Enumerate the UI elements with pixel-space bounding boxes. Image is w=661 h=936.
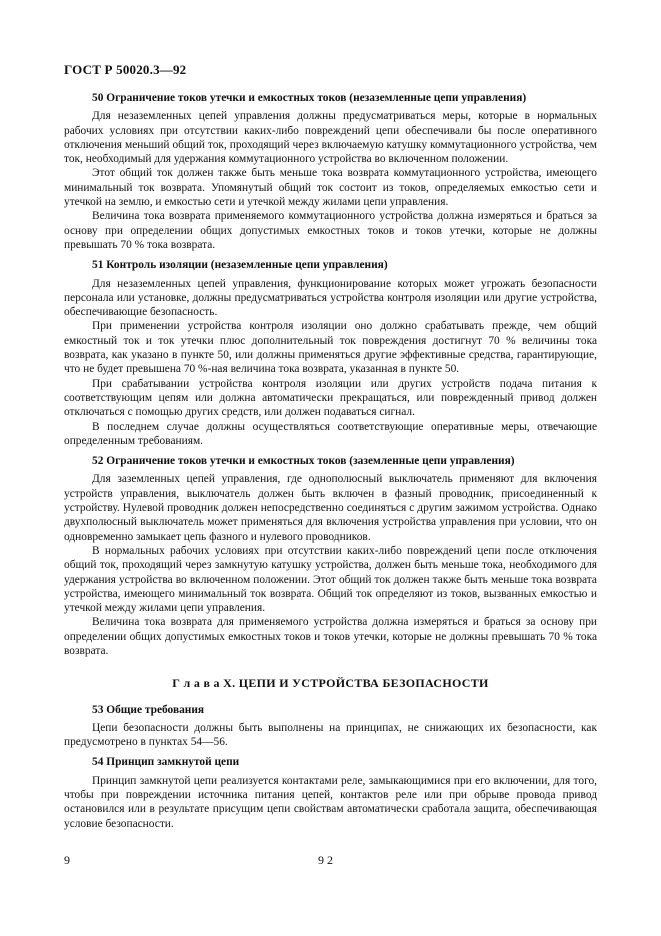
paragraph: Цепи безопасности должны быть выполнены на принципах, не снижающих их безопасности, как предусмотрено в пунктах 54—56. [64, 721, 597, 749]
section-54 [64, 755, 597, 830]
document-code-header: ГОСТ Р 50020.3—92 [64, 62, 187, 77]
paragraph: Этот общий ток должен также быть меньше тока возврата коммутационного устройства, имеющего минимальный ток возврата. Упомянутый общий ток состоит из токов, определяемых емкостью сети и утечкой на землю, и емкостью сети и утечкой между жилами цепи управления. [64, 167, 597, 209]
paragraph: Величина тока возврата применяемого коммутационного устройства должна измеряться и браться за основу при определении общих допустимых емкостных токов и токов утечки, которые не должны превышать 70 % тока возврата. [64, 210, 597, 251]
section-51 [64, 258, 597, 448]
paragraph: При срабатывании устройства контроля изоляции или других устройств подача питания к соответствующим цепям или должна автоматически прекращаться, или поврежденный привод должен отключаться с помощью других средств, или должен подаваться сигнал. [64, 377, 597, 419]
paragraph: В последнем случае должны осуществляться соответствующие оперативные меры, отвечающие определенным требованиям. [64, 420, 597, 447]
section-title: 53 Общие требования [92, 703, 205, 716]
section-title: 54 Принцип замкнутой цепи [92, 756, 240, 769]
section-53 [64, 703, 597, 750]
chapter-title: Г л а в а X. ЦЕПИ И УСТРОЙСТВА БЕЗОПАСНОСТИ [172, 676, 489, 691]
section-title: 51 Контроль изоляции (незаземленные цепи управления) [92, 259, 388, 272]
section-title: 52 Ограничение токов утечки и емкостных токов (заземленные цепи управления) [92, 455, 515, 468]
page-number-left: 9 [64, 853, 70, 867]
document-body [64, 91, 597, 837]
paragraph: Принцип замкнутой цепи реализуется контактами реле, замыкающимися при его включении, для того, чтобы при повреждении источника питания цепей, контактов реле или при обрыве провода привод остановился или в результате присущим цепи свойствам автоматически сработала защита, обеспечивающая условие безопасности. [64, 774, 597, 830]
paragraph: Для заземленных цепей управления, где однополюсный выключатель применяют для включения устройств управления, выключатель должен быть включен в фазный проводник, присоединенный к устройству. Нулевой проводник должен непосредственно соединяться с другим зажимом устройства. Однако двухполюсный выключатель может применяться для включения устройства управления при условии, что он одновременно замыкает цепь фазного и нулевого проводников. [64, 473, 597, 543]
page-number-center: 92 [318, 853, 336, 867]
paragraph: Для незаземленных цепей управления должны предусматриваться меры, которые в нормальных рабочих условиях при отсутствии каких-либо повреждений цепи обеспечивали бы после оперативного отключения меньший общий ток, проходящий через включаемую катушку коммутационного устройства, чем ток, необходимый для удержания коммутационного устройства во включенном положении. [64, 110, 597, 166]
paragraph: В нормальных рабочих условиях при отсутствии каких-либо повреждений цепи после отключения общий ток, проходящий через замкнутую катушку устройства, должен быть меньше тока, необходимого для удержания устройства во включенном положении. Этот общий ток должен также быть меньше тока возврата устройства, имеющего минимальный ток возврата. Общий ток определяют из токов, вызванных емкостью и утечкой между жилами цепи управления. [64, 544, 597, 615]
section-50 [64, 91, 597, 252]
paragraph: При применении устройства контроля изоляции оно должно срабатывать прежде, чем общий емкостный ток и ток утечки плюс дополнительный ток повреждения достигнут 70 % величины тока возврата, как указано в пункте 50, или должны применяться другие эффективные средства, гарантирующие, что не будет превышена 70 %-ная величина тока возврата, указанная в пункте 50. [64, 320, 597, 376]
paragraph: Для незаземленных цепей управления, функционирование которых может угрожать безопасности персонала или установке, должны предусматриваться устройства контроля изоляции или другие устройства, обеспечивающие безопасность. [64, 277, 597, 319]
section-52 [64, 454, 597, 658]
section-title: 50 Ограничение токов утечки и емкостных токов (незаземленные цепи управления) [92, 92, 527, 104]
paragraph: Величина тока возврата для применяемого устройства должна измеряться и браться за основу при определении общих допустимых емкостных токов и токов утечки, которые не должны превышать 70 % тока возврата. [64, 616, 597, 657]
